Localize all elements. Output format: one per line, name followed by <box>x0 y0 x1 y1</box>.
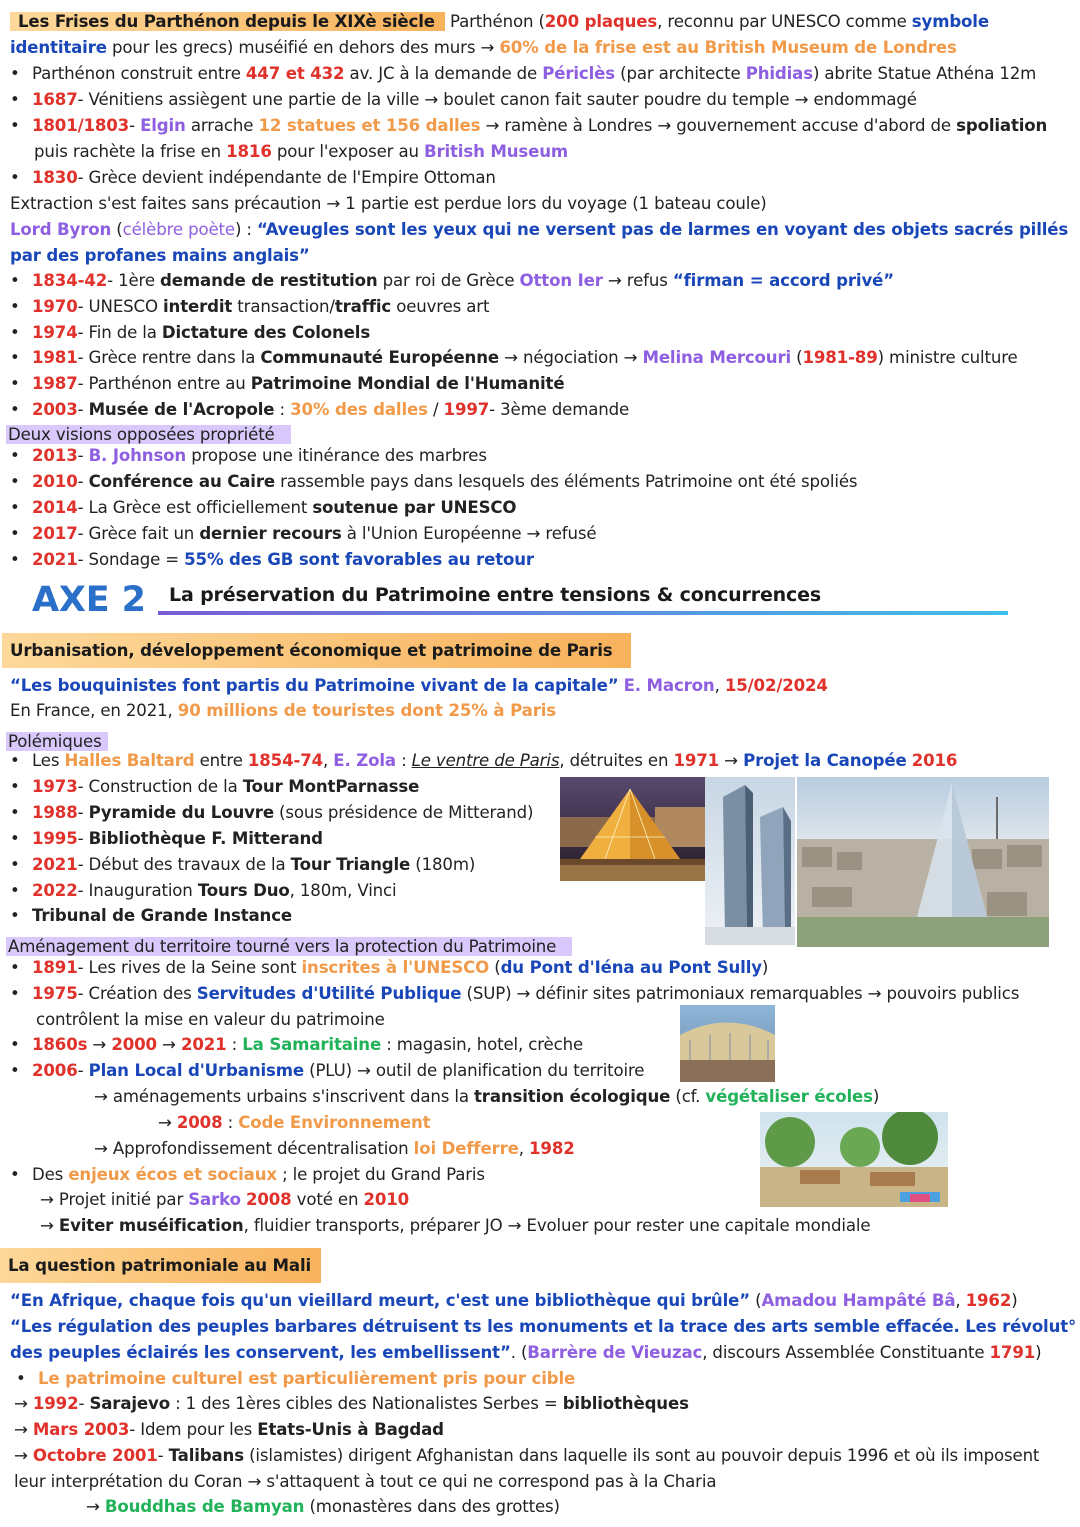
bullet-item: • 1995- Bibliothèque F. Mitterand <box>10 829 323 848</box>
bullet-item: • Le patrimoine culturel est particulièrement pris pour cible <box>16 1369 576 1388</box>
axe-underline <box>158 611 1008 615</box>
barrere-quote: “Les régulation des peuples barbares détruisent ts les monuments et la trace des arts semble effacée. Les révolut° <box>10 1317 1077 1336</box>
bullet-item: • 2013- B. Johnson propose une itinérance des marbres <box>10 446 487 465</box>
bullet-item: • 1801/1803- Elgin arrache 12 statues et 156 dalles → ramène à Londres → gouvernement accuse d'abord de spoliation <box>10 116 1048 135</box>
section-title-mali-line <box>0 1247 321 1285</box>
section-title-mali: La question patrimoniale au Mali <box>0 1248 321 1283</box>
text-line: → 2008 : Code Environnement <box>158 1113 431 1132</box>
louvre-pyramid-image <box>560 777 705 881</box>
bullet-item: • Parthénon construit entre 447 et 432 av. JC à la demande de Périclès (par architecte Phidias) abrite Statue Athéna 12m <box>10 64 1037 83</box>
bullet-item: • 2017- Grèce fait un dernier recours à l'Union Européenne → refusé <box>10 524 597 543</box>
bullet-item: • 1834-42- 1ère demande de restitution par roi de Grèce Otton Ier → refus “firman = accord privé” <box>10 271 894 290</box>
bullet-item: • 2003- Musée de l'Acropole : 30% des dalles / 1997- 3ème demande <box>10 400 630 419</box>
text-line: → Mars 2003- Idem pour les Etats-Unis à Bagdad <box>14 1420 444 1439</box>
text-line: → Bouddhas de Bamyan (monastères dans des grottes) <box>86 1497 560 1516</box>
section-title-paris-line <box>2 632 631 670</box>
tours-duo-image <box>705 777 795 945</box>
bullet-item: • Tribunal de Grande Instance <box>10 906 293 925</box>
bullet-item: • 2022- Inauguration Tours Duo, 180m, Vinci <box>10 881 397 900</box>
bullet-item: • 2014- La Grèce est officiellement soutenue par UNESCO <box>10 498 517 517</box>
bullet-item: • 1970- UNESCO interdit transaction/traffic oeuvres art <box>10 297 490 316</box>
bullet-item: • 1988- Pyramide du Louvre (sous présidence de Mitterand) <box>10 803 534 822</box>
text-line: → Octobre 2001- Talibans (islamistes) dirigent Afghanistan dans laquelle ils sont au pouvoir depuis 1996 et où ils imposent <box>14 1446 1040 1465</box>
text-line: contrôlent la mise en valeur du patrimoine <box>36 1010 385 1029</box>
text-line: identitaire pour les grecs) muséifié en dehors des murs → 60% de la frise est au British Museum de Londres <box>10 38 957 57</box>
hampate-quote: “En Afrique, chaque fois qu'un vieillard meurt, c'est une bibliothèque qui brûle” (Amadou Hampâté Bâ, 1962) <box>10 1291 1018 1310</box>
school-garden-image <box>760 1112 948 1207</box>
bullet-item: • 2010- Conférence au Caire rassemble pays dans lesquels des éléments Patrimoine ont été spoliés <box>10 472 858 491</box>
text-line: → aménagements urbains s'inscrivent dans la transition écologique (cf. végétaliser écoles) <box>94 1087 880 1106</box>
bullet-item: • 2006- Plan Local d'Urbanisme (PLU) → outil de planification du territoire <box>10 1061 645 1080</box>
subheading-amenagement: Aménagement du territoire tourné vers la protection du Patrimoine <box>6 934 572 959</box>
text-line: leur interprétation du Coran → s'attaquent à tout ce qui ne correspond pas à la Charia <box>14 1472 717 1491</box>
bullet-item: • 1830- Grèce devient indépendante de l'Empire Ottoman <box>10 168 496 187</box>
text-line: En France, en 2021, 90 millions de touristes dont 25% à Paris <box>10 701 557 720</box>
macron-quote: “Les bouquinistes font partis du Patrimoine vivant de la capitale” E. Macron, 15/02/2024 <box>10 676 828 695</box>
subheading-polemiques: Polémiques <box>6 729 108 754</box>
subheading-deux-visions: Deux visions opposées propriété <box>6 422 291 447</box>
bullet-item: • 2021- Sondage = 55% des GB sont favorables au retour <box>10 550 534 569</box>
section-title-parthenon: Les Frises du Parthénon depuis le XIXè siècle <box>10 12 445 31</box>
bullet-item: • Les Halles Baltard entre 1854-74, E. Zola : Le ventre de Paris, détruites en 1971 → Projet la Canopée 2016 <box>10 751 958 770</box>
section-title-paris: Urbanisation, développement économique et patrimoine de Paris <box>2 633 631 668</box>
section1-header-line: Les Frises du Parthénon depuis le XIXè siècle Parthénon (200 plaques, reconnu par UNESCO comme symbole <box>10 9 989 34</box>
barrere-quote-cont: des peuples éclairés les conservent, les embellissent”. (Barrère de Vieuzac, discours Assemblée Constituante 1791) <box>10 1343 1042 1362</box>
bullet-item: • 1973- Construction de la Tour MontParnasse <box>10 777 420 796</box>
bullet-item: • Des enjeux écos et sociaux ; le projet du Grand Paris <box>10 1165 485 1184</box>
text-line: → Eviter muséification, fluidier transports, préparer JO → Evoluer pour rester une capitale mondiale <box>40 1216 871 1235</box>
bullet-item: • 2021- Début des travaux de la Tour Triangle (180m) <box>10 855 476 874</box>
bullet-item: • 1987- Parthénon entre au Patrimoine Mondial de l'Humanité <box>10 374 565 393</box>
byron-quote-cont: par des profanes mains anglais” <box>10 246 310 265</box>
text-line: puis rachète la frise en 1816 pour l'exposer au British Museum <box>34 142 569 161</box>
bullet-item: • 1687- Vénitiens assiègent une partie de la ville → boulet canon fait sauter poudre du temple → endommagé <box>10 90 917 109</box>
tour-triangle-image <box>797 777 1049 947</box>
bullet-item: • 1974- Fin de la Dictature des Colonels <box>10 323 371 342</box>
axe-label: AXE 2 <box>32 580 146 620</box>
bullet-item: • 1975- Création des Servitudes d'Utilité Publique (SUP) → définir sites patrimoniaux remarquables → pouvoirs publics <box>10 984 1020 1003</box>
bullet-item: • 1891- Les rives de la Seine sont inscrites à l'UNESCO (du Pont d'Iéna au Pont Sully) <box>10 958 769 977</box>
text-line: → 1992- Sarajevo : 1 des 1ères cibles des Nationalistes Serbes = bibliothèques <box>14 1394 689 1413</box>
bullet-item: • 1860s → 2000 → 2021 : La Samaritaine : magasin, hotel, crèche <box>10 1035 584 1054</box>
samaritaine-image <box>680 1005 775 1082</box>
axe-subtitle: La préservation du Patrimoine entre tensions & concurrences <box>169 584 822 606</box>
text-line: Extraction s'est faites sans précaution → 1 partie est perdue lors du voyage (1 bateau coule) <box>10 194 767 213</box>
text-line: → Projet initié par Sarko 2008 voté en 2010 <box>40 1190 410 1209</box>
bullet-item: • 1981- Grèce rentre dans la Communauté Européenne → négociation → Melina Mercouri (1981-89) ministre culture <box>10 348 1018 367</box>
text-line: → Approfondissement décentralisation loi Defferre, 1982 <box>94 1139 575 1158</box>
byron-quote-line: Lord Byron (célèbre poète) : “Aveugles sont les yeux qui ne versent pas de larmes en voyant des objets sacrés pillés <box>10 220 1069 239</box>
